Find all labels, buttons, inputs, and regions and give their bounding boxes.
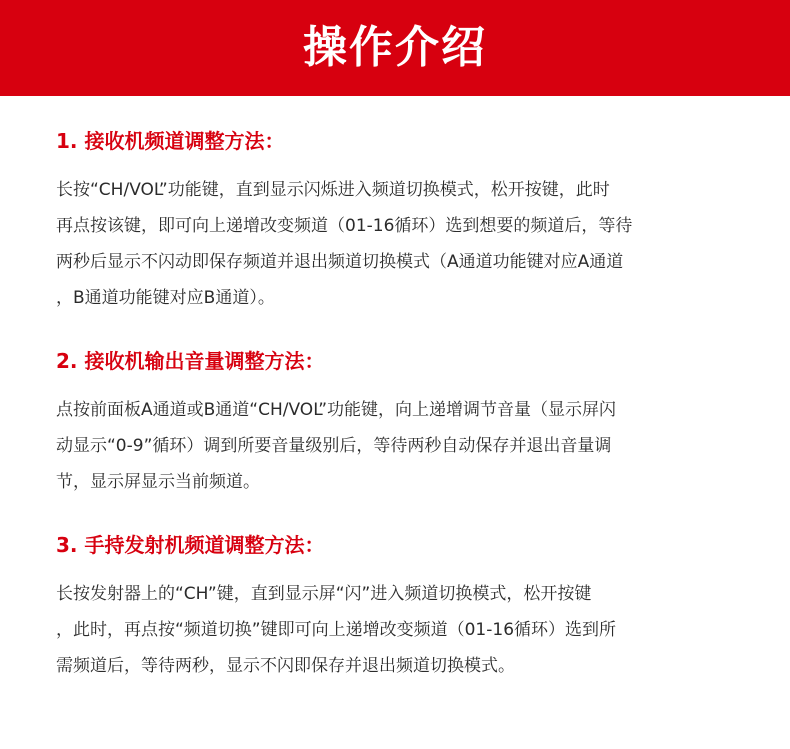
body-line: 点按前面板A通道或B通道“CH/VOL”功能键，向上递增调节音量（显示屏闪 (56, 400, 617, 420)
body-line: 需频道后，等待两秒，显示不闪即保存并退出频道切换模式。 (56, 656, 515, 676)
body-line: 长按发射器上的“CH”键，直到显示屏“闪”进入频道切换模式，松开按键 (56, 584, 592, 604)
body-line: 节，显示屏显示当前频道。 (56, 472, 260, 492)
section-receiver-channel (56, 128, 746, 316)
section-body (56, 172, 746, 316)
section-title: 1. 接收机频道调整方法： (56, 129, 285, 153)
body-line: 两秒后显示不闪动即保存频道并退出频道切换模式（A通道功能键对应A通道 (56, 252, 624, 272)
section-title: 3. 手持发射机频道调整方法： (56, 533, 325, 557)
page-title: 操作介绍 (303, 22, 487, 73)
section-body (56, 392, 746, 500)
section-body (56, 576, 746, 684)
body-line: ，此时，再点按“频道切换”键即可向上递增改变频道（01-16循环）选到所 (56, 620, 617, 640)
header-banner (0, 0, 790, 96)
body-line: 长按“CH/VOL”功能键，直到显示闪烁进入频道切换模式，松开按键，此时 (56, 180, 610, 200)
section-transmitter-channel (56, 532, 746, 684)
body-line: ，B通道功能键对应B通道）。 (56, 288, 275, 308)
body-line: 再点按该键，即可向上递增改变频道（01-16循环）选到想要的频道后，等待 (56, 216, 633, 236)
section-title: 2. 接收机输出音量调整方法： (56, 349, 325, 373)
section-receiver-volume (56, 348, 746, 500)
body-line: 动显示“0-9”循环）调到所要音量级别后，等待两秒自动保存并退出音量调 (56, 436, 612, 456)
